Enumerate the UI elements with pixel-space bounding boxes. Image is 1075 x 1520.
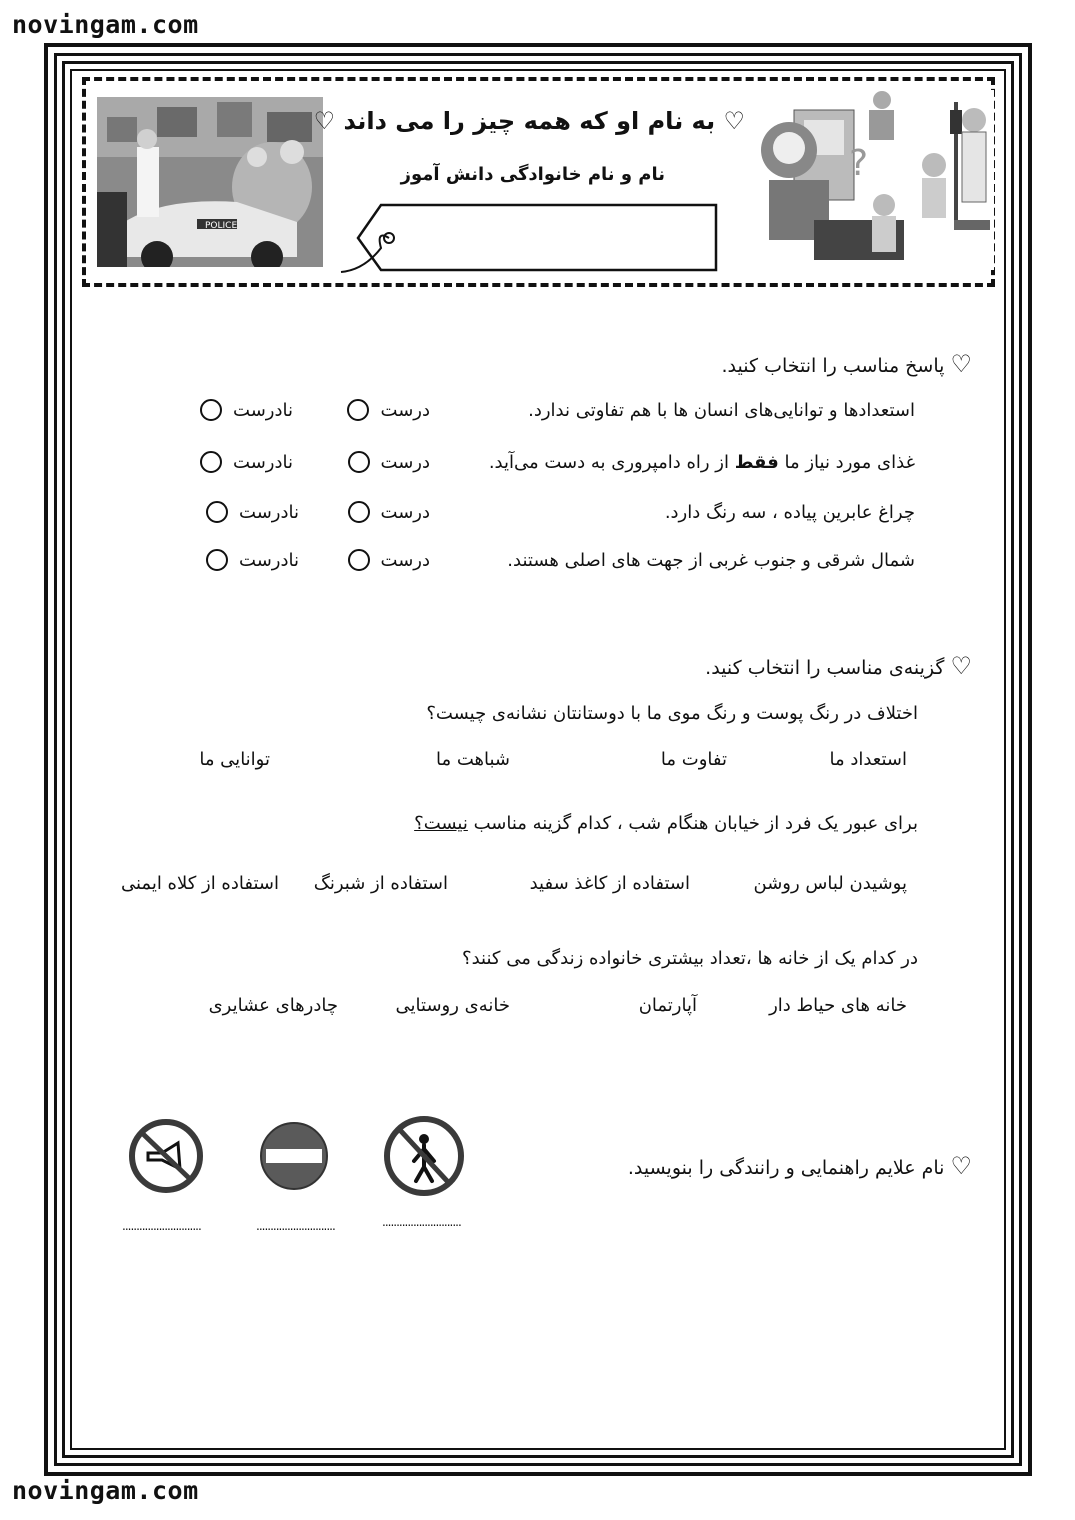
tf-statement-4: شمال شرقی و جنوب غربی از جهت های اصلی هستند.: [507, 550, 915, 571]
student-name-label: نام و نام خانوادگی دانش آموز: [400, 164, 665, 185]
tf-statement-3: چراغ عابرین پیاده ، سه رنگ دارد.: [664, 502, 915, 523]
true-label-3: درست: [380, 502, 430, 523]
false-label-4: نادرست: [239, 550, 299, 571]
watermark-top: novingam.com: [12, 10, 199, 39]
no-pedestrian-sign-icon: [384, 1113, 464, 1199]
q3-option-4[interactable]: چادرهای عشایری: [208, 995, 338, 1016]
heart-icon: ♡: [950, 652, 972, 680]
false-label-3: نادرست: [239, 502, 299, 523]
false-radio-4[interactable]: [206, 549, 228, 571]
section1-heading: ♡ پاسخ مناسب را انتخاب کنید.: [721, 350, 972, 378]
heart-icon: ♡: [950, 1152, 972, 1180]
false-radio-3[interactable]: [206, 501, 228, 523]
page-title: ♡ به نام او که همه چیز را می داند ♡: [313, 107, 745, 135]
watermark-bottom: novingam.com: [12, 1476, 199, 1505]
false-label-2: نادرست: [233, 452, 293, 473]
true-label-4: درست: [380, 550, 430, 571]
true-label-2: درست: [380, 452, 430, 473]
heart-icon: ♡: [950, 350, 972, 378]
q1-option-3[interactable]: شباهت ما: [435, 749, 510, 770]
tf-statement-1: استعدادها و توانایی‌های انسان ها با هم تفاوتی ندارد.: [528, 400, 915, 421]
q1-option-2[interactable]: تفاوت ما: [660, 749, 727, 770]
sign-answer-blank-1[interactable]: ............................: [382, 1215, 461, 1229]
q2-option-2[interactable]: استفاده از کاغذ سفید: [529, 873, 690, 894]
children-illustration: [754, 90, 994, 270]
true-radio-2[interactable]: [348, 451, 370, 473]
q1-option-4[interactable]: توانایی ما: [199, 749, 270, 770]
q1-option-1[interactable]: استعداد ما: [829, 749, 907, 770]
false-label-1: نادرست: [233, 400, 293, 421]
q2-option-3[interactable]: استفاده از شبرنگ: [313, 873, 448, 894]
no-entry-sign-icon: [259, 1116, 329, 1196]
q3-option-1[interactable]: خانه های حیاط دار: [769, 995, 907, 1016]
question-3: در کدام یک از خانه ها ،تعداد بیشتری خانواده زندگی می کنند؟: [462, 948, 918, 969]
q2-option-4[interactable]: استفاده از کلاه ایمنی: [120, 873, 279, 894]
q3-option-3[interactable]: خانه‌ی روستایی: [395, 995, 510, 1016]
false-radio-2[interactable]: [200, 451, 222, 473]
sign-answer-blank-2[interactable]: ............................: [256, 1219, 335, 1233]
question-2: برای عبور یک فرد از خیابان هنگام شب ، کدام گزینه مناسب نیست؟: [414, 813, 918, 834]
no-horn-sign-icon: [128, 1113, 204, 1199]
heart-icon: ♡: [723, 107, 745, 135]
sign-answer-blank-3[interactable]: ............................: [122, 1219, 201, 1233]
question-1: اختلاف در رنگ پوست و رنگ موی ما با دوستانتان نشانه‌ی چیست؟: [426, 703, 918, 724]
true-radio-1[interactable]: [347, 399, 369, 421]
q2-option-1[interactable]: پوشیدن لباس روشن: [753, 873, 907, 894]
q3-option-2[interactable]: آپارتمان: [638, 995, 697, 1016]
police-label: POLICE: [205, 221, 238, 231]
false-radio-1[interactable]: [200, 399, 222, 421]
police-photo: [97, 97, 323, 267]
true-radio-4[interactable]: [348, 549, 370, 571]
true-radio-3[interactable]: [348, 501, 370, 523]
section3-heading: ♡ نام علایم راهنمایی و رانندگی را بنویسید.: [627, 1152, 972, 1180]
true-label-1: درست: [380, 400, 430, 421]
svg-text:?: ?: [849, 143, 869, 184]
tf-statement-2: غذای مورد نیاز ما فقط از راه دامپروری به دست می‌آید.: [488, 452, 915, 473]
name-tag[interactable]: [336, 200, 721, 280]
heart-icon: ♡: [313, 107, 336, 135]
section2-heading: ♡ گزینه‌ی مناسب را انتخاب کنید.: [705, 652, 972, 680]
